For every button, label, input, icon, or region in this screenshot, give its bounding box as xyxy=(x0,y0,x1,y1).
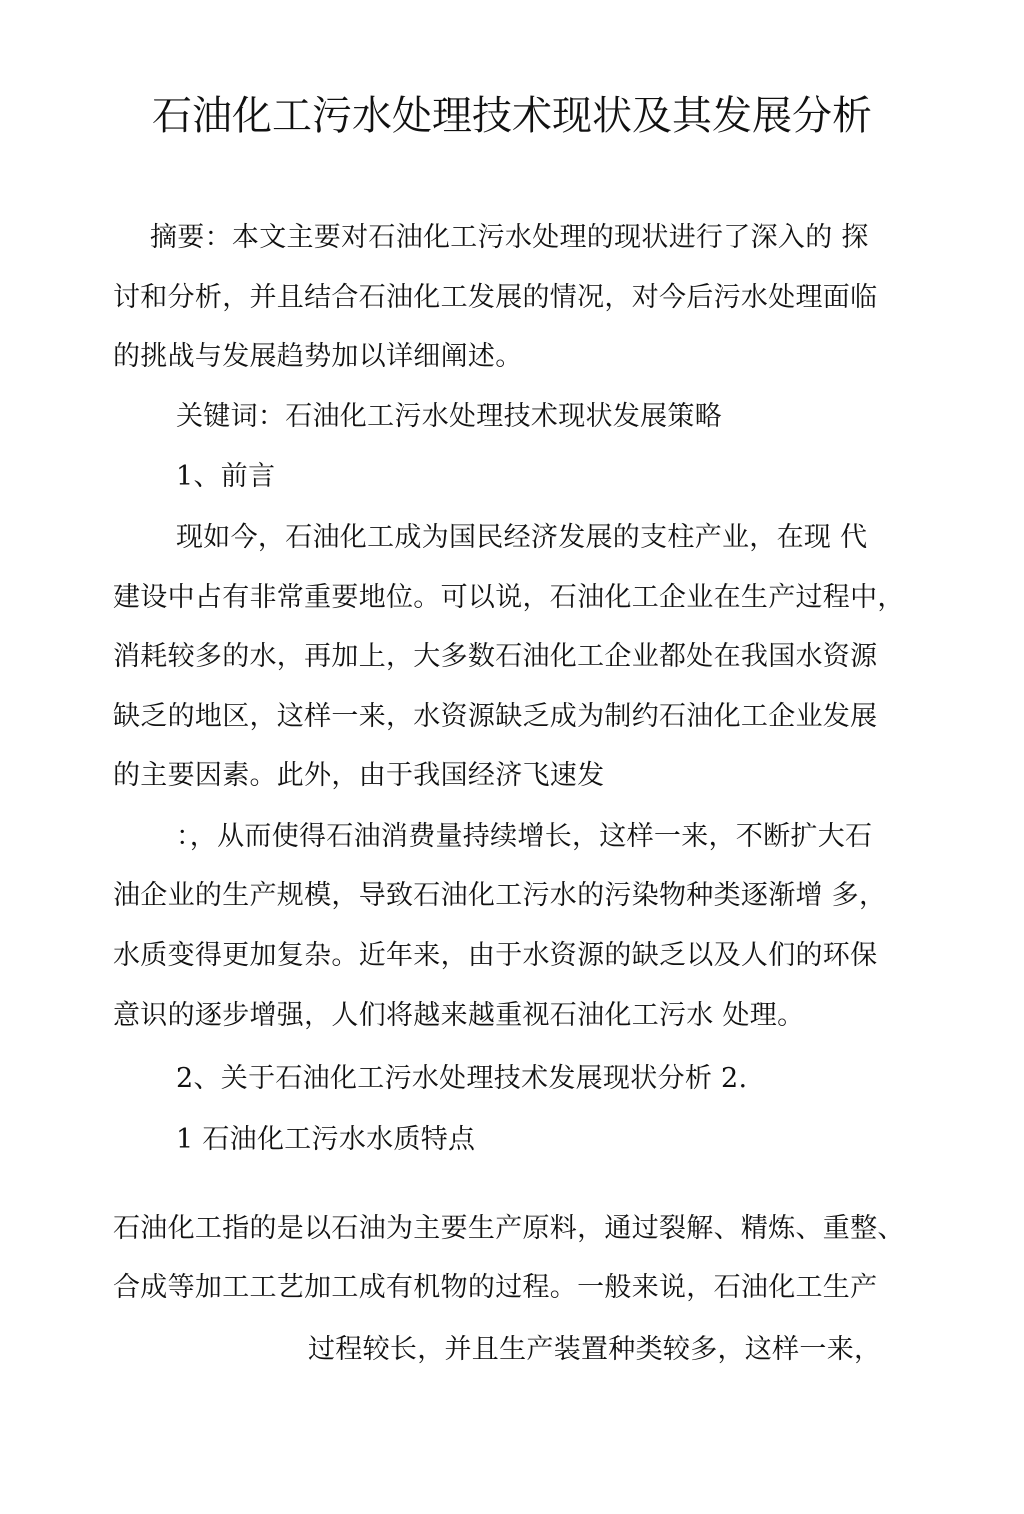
body-line-3: 消耗较多的水，再加上，大多数石油化工企业都处在我国水资源 xyxy=(113,641,878,672)
abstract-line-3: 的挑战与发展趋势加以详细阐述。 xyxy=(113,341,523,372)
keywords-line: 关键词：石油化工污水处理技术现状发展策略 xyxy=(176,401,722,432)
subsection-heading-2-1: 1 石油化工污水水质特点 xyxy=(176,1124,476,1155)
body-line-7: 油企业的生产规模，导致石油化工污水的污染物种类逐渐增 多， xyxy=(113,880,887,911)
document-title: 石油化工污水处理技术现状及其发展分析 xyxy=(152,93,872,139)
body-line-10: 石油化工指的是以石油为主要生产原料，通过裂解、精炼、重整、 xyxy=(113,1213,905,1244)
abstract-line-2: 讨和分析，并且结合石油化工发展的情况，对今后污水处理面临 xyxy=(113,282,878,313)
body-line-11: 合成等加工工艺加工成有机物的过程。一般来说，石油化工生产 xyxy=(113,1272,878,1303)
body-line-8: 水质变得更加复杂。近年来，由于水资源的缺乏以及人们的环保 xyxy=(113,940,878,971)
abstract-line-1: 摘要：本文主要对石油化工污水处理的现状进行了深入的 探 xyxy=(150,222,869,253)
body-line-6: ：，从而使得石油消费量持续增长，这样一来，不断扩大石 xyxy=(176,821,873,852)
section-heading-2: 2、关于石油化工污水处理技术发展现状分析 2. xyxy=(176,1063,748,1094)
body-line-9: 意识的逐步增强，人们将越来越重视石油化工污水 处理。 xyxy=(113,1000,805,1031)
body-line-12: 过程较长，并且生产装置种类较多，这样一来， xyxy=(308,1334,882,1365)
body-line-4: 缺乏的地区，这样一来，水资源缺乏成为制约石油化工企业发展 xyxy=(113,701,878,732)
body-line-2: 建设中占有非常重要地位。可以说，石油化工企业在生产过程中， xyxy=(113,582,905,613)
body-line-5: 的主要因素。此外，由于我国经济飞速发 xyxy=(113,760,605,791)
section-heading-preface: 1、前言 xyxy=(176,461,276,492)
body-line-1: 现如今，石油化工成为国民经济发展的支柱产业，在现 代 xyxy=(176,522,868,553)
